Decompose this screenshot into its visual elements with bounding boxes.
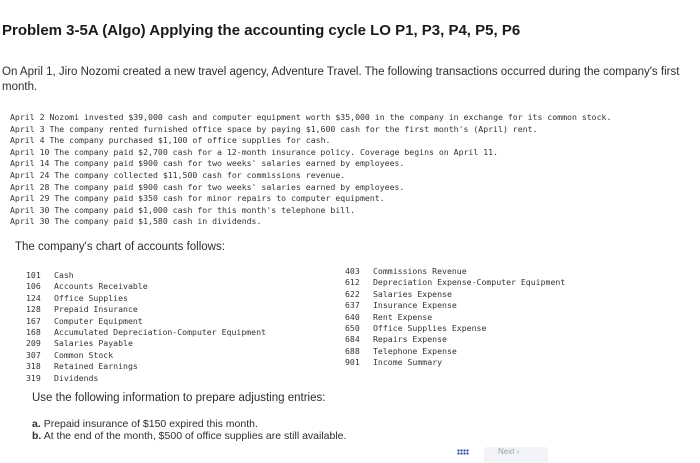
account-row <box>345 266 565 277</box>
account-number: 318 <box>26 361 41 372</box>
account-name: Office Supplies <box>54 292 128 303</box>
page-title: Problem 3-5A (Algo) Applying the accounting cycle LO P1, P3, P4, P5, P6 <box>2 22 521 39</box>
account-name: Accumulated Depreciation-Computer Equipment <box>54 326 266 337</box>
account-number: 612 <box>345 277 360 288</box>
account-number: 403 <box>345 266 360 276</box>
account-name: Prepaid Insurance <box>54 304 138 315</box>
transaction-date: April 28 <box>10 181 50 192</box>
transaction-row <box>10 170 611 182</box>
account-name: Computer Equipment <box>54 315 143 326</box>
adjusting-item-a <box>32 418 258 430</box>
problem-intro: On April 1, Jiro Nozomi created a new travel agency, Adventure Travel. The following transactions occurred during the company's first month. <box>2 66 680 93</box>
account-number: 168 <box>26 326 41 337</box>
account-number: 319 <box>26 372 41 383</box>
grid-icon[interactable] <box>457 449 469 455</box>
account-number: 901 <box>345 357 360 368</box>
transaction-row <box>10 158 611 170</box>
transaction-date: April 30 <box>10 216 50 227</box>
account-name: Salaries Payable <box>54 338 133 349</box>
account-row <box>26 361 266 372</box>
transaction-text: The company collected $11,500 cash for commissions revenue. <box>54 169 346 180</box>
transaction-text: The company purchased $1,100 of office supplies for cash. <box>49 135 331 146</box>
transaction-text: The company paid $1,000 cash for this month's telephone bill. <box>54 204 356 215</box>
account-row <box>345 289 565 300</box>
account-row <box>26 350 266 361</box>
account-name: Commissions Revenue <box>373 266 467 276</box>
account-number: 124 <box>26 292 41 303</box>
account-row <box>345 323 565 334</box>
transaction-text: The company paid $900 cash for two weeks' salaries earned by employees. <box>54 181 405 192</box>
account-row <box>345 300 565 311</box>
account-number: 209 <box>26 338 41 349</box>
transaction-date: April 14 <box>10 158 50 169</box>
account-row <box>26 327 266 338</box>
account-name: Cash <box>54 270 74 280</box>
transaction-row <box>10 193 611 205</box>
account-number: 128 <box>26 304 41 315</box>
account-number: 622 <box>345 288 360 299</box>
chart-of-accounts-right <box>345 266 565 369</box>
account-row <box>26 338 266 349</box>
chart-of-accounts-heading: The company's chart of accounts follows: <box>15 241 225 253</box>
account-row <box>26 304 266 315</box>
account-number: 640 <box>345 311 360 322</box>
adjusting-item-text: At the end of the month, $500 of office supplies are still available. <box>43 430 347 442</box>
account-name: Office Supplies Expense <box>373 322 487 333</box>
transaction-row <box>10 124 611 136</box>
transaction-text: The company paid $900 cash for two weeks' salaries earned by employees. <box>54 158 405 169</box>
next-button[interactable] <box>484 447 548 463</box>
account-number: 684 <box>345 334 360 345</box>
transaction-text: The company paid $350 cash for minor repairs to computer equipment. <box>54 193 385 204</box>
account-row <box>26 373 266 384</box>
transaction-text: The company rented furnished office space by paying $1,600 cash for the first month's (April) rent. <box>49 123 538 134</box>
account-number: 650 <box>345 322 360 333</box>
adjusting-item-text: Prepaid insurance of $150 expired this month. <box>43 418 258 430</box>
account-number: 167 <box>26 315 41 326</box>
adjusting-entries-heading: Use the following information to prepare adjusting entries: <box>32 392 326 404</box>
account-name: Common Stock <box>54 349 114 360</box>
account-name: Repairs Expense <box>373 334 447 345</box>
account-name: Insurance Expense <box>373 300 457 311</box>
adjusting-item-b <box>32 430 346 442</box>
account-number: 101 <box>26 270 41 280</box>
transaction-text: The company paid $1,580 cash in dividends. <box>54 216 262 227</box>
account-row <box>26 270 266 281</box>
transaction-row <box>10 147 611 159</box>
transaction-date: April 30 <box>10 204 50 215</box>
transaction-row <box>10 205 611 217</box>
account-name: Retained Earnings <box>54 361 138 372</box>
account-name: Salaries Expense <box>373 288 452 299</box>
account-name: Rent Expense <box>373 311 433 322</box>
account-row <box>26 293 266 304</box>
transaction-text: The company paid $2,700 cash for a 12-month insurance policy. Coverage begins on April 11. <box>54 146 499 157</box>
transaction-date: April 10 <box>10 146 50 157</box>
account-row <box>345 334 565 345</box>
adjusting-item-letter: b. <box>32 430 42 442</box>
account-row <box>345 277 565 288</box>
transaction-row <box>10 216 611 228</box>
account-name: Accounts Receivable <box>54 281 148 292</box>
account-name: Depreciation Expense-Computer Equipment <box>373 277 566 288</box>
account-number: 688 <box>345 345 360 356</box>
account-row <box>26 316 266 327</box>
account-name: Telephone Expense <box>373 345 457 356</box>
account-row <box>345 357 565 368</box>
next-button-label: Next <box>498 447 515 456</box>
transaction-row <box>10 112 611 124</box>
adjusting-item-letter: a. <box>32 418 41 430</box>
transaction-row <box>10 182 611 194</box>
transaction-date: April 2 <box>10 112 45 122</box>
account-row <box>26 281 266 292</box>
account-row <box>345 312 565 323</box>
transaction-date: April 4 <box>10 135 45 146</box>
account-number: 106 <box>26 281 41 292</box>
account-row <box>345 346 565 357</box>
transaction-text: Nozomi invested $39,000 cash and computer equipment worth $35,000 in the company in exchange for its common stock. <box>49 112 612 122</box>
transaction-date: April 3 <box>10 123 45 134</box>
account-name: Dividends <box>54 372 99 383</box>
transaction-date: April 29 <box>10 193 50 204</box>
transactions-list <box>10 112 611 228</box>
account-number: 637 <box>345 300 360 311</box>
account-name: Income Summary <box>373 357 443 368</box>
account-number: 307 <box>26 349 41 360</box>
chevron-right-icon: › <box>516 447 520 456</box>
chart-of-accounts-left <box>26 270 266 384</box>
transaction-row <box>10 135 611 147</box>
transaction-date: April 24 <box>10 169 50 180</box>
